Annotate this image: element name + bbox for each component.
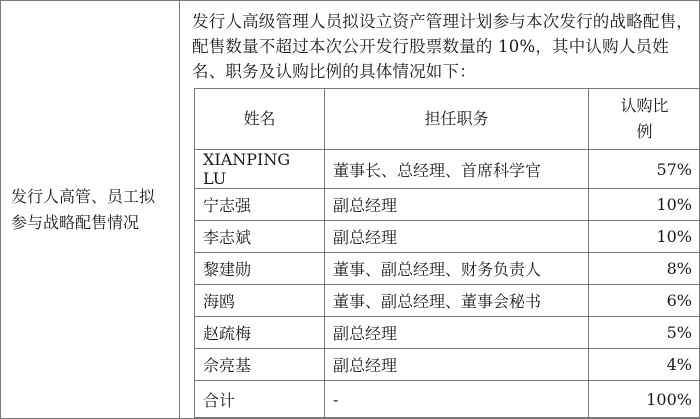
total-ratio: 100%: [589, 381, 700, 418]
total-position: -: [325, 381, 589, 418]
header-ratio: 认购比例: [589, 89, 700, 150]
total-row: [195, 381, 700, 418]
subscriber-table: [194, 88, 700, 418]
cell-ratio: 10%: [589, 189, 700, 221]
cell-position: 董事长、总经理、首席科学官: [325, 150, 589, 189]
table-row: [195, 317, 700, 349]
cell-ratio: 4%: [589, 349, 700, 381]
table-row: [195, 349, 700, 381]
row-label: 发行人高管、员工拟参与战略配售情况: [1, 184, 179, 236]
cell-ratio: 6%: [589, 285, 700, 317]
cell-name: 黎建勋: [195, 253, 325, 285]
cell-name: 李志斌: [195, 221, 325, 253]
row-label-cell: [1, 1, 180, 419]
cell-ratio: 5%: [589, 317, 700, 349]
cell-name: 海鸥: [195, 285, 325, 317]
cell-position: 副总经理: [325, 349, 589, 381]
content-cell: [180, 1, 700, 419]
table-row: [195, 189, 700, 221]
cell-position: 副总经理: [325, 221, 589, 253]
intro-paragraph: 发行人高级管理人员拟设立资产管理计划参与本次发行的战略配售，配售数量不超过本次公开发行股票数量的 10%，其中认购人员姓名、职务及认购比例的具体情况如下：: [192, 9, 699, 84]
table-row: [195, 221, 700, 253]
cell-name: XIANPING LU: [195, 150, 325, 189]
total-label: 合计: [195, 381, 325, 418]
table-row: [195, 150, 700, 189]
cell-ratio: 57%: [589, 150, 700, 189]
table-row: [195, 285, 700, 317]
cell-name: 宁志强: [195, 189, 325, 221]
cell-name: 佘亮基: [195, 349, 325, 381]
cell-position: 董事、副总经理、董事会秘书: [325, 285, 589, 317]
subscriber-table-header-row: [195, 89, 700, 150]
cell-ratio: 10%: [589, 221, 700, 253]
cell-position: 董事、副总经理、财务负责人: [325, 253, 589, 285]
header-name: 姓名: [195, 89, 325, 150]
header-position: 担任职务: [325, 89, 589, 150]
cell-position: 副总经理: [325, 189, 589, 221]
cell-ratio: 8%: [589, 253, 700, 285]
cell-name: 赵疏梅: [195, 317, 325, 349]
table-row: [195, 253, 700, 285]
cell-position: 副总经理: [325, 317, 589, 349]
